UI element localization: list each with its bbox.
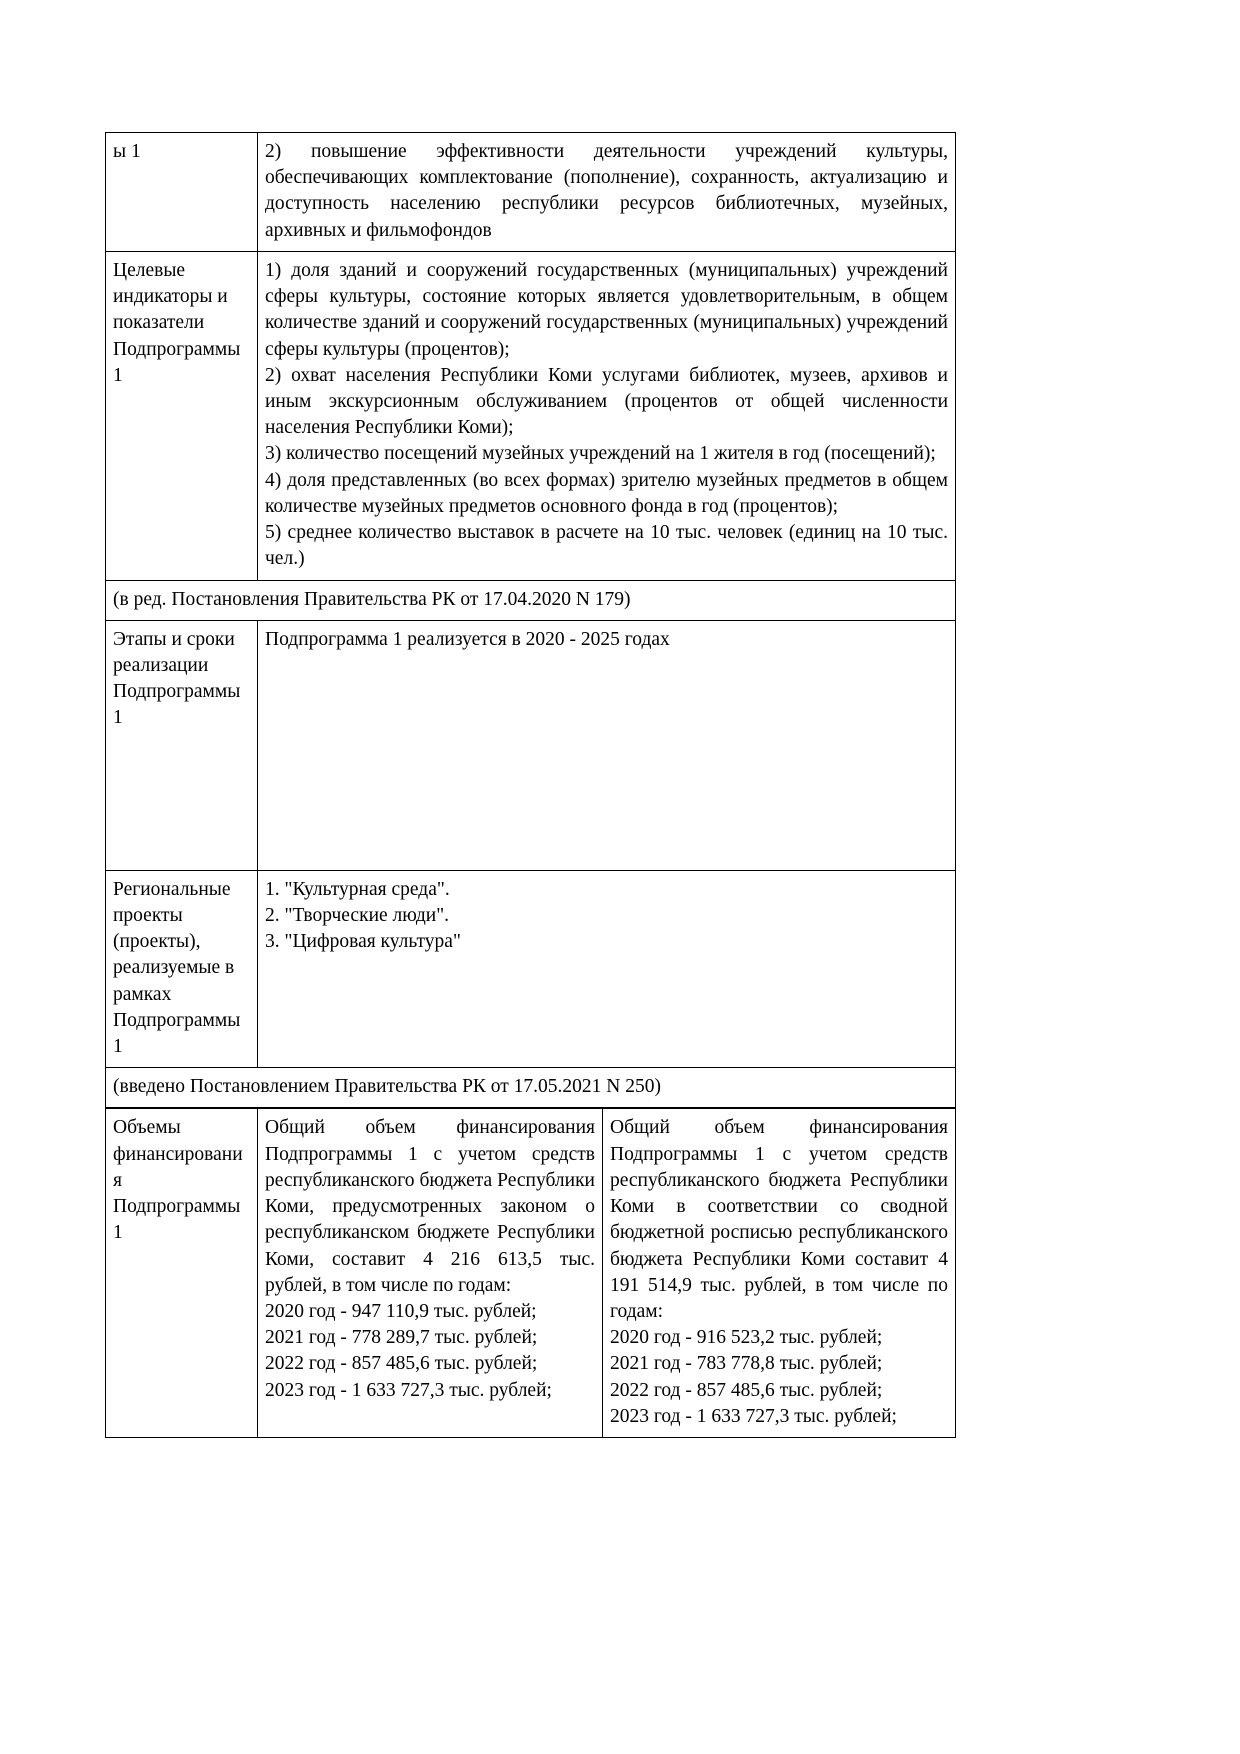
project-item-2: 2. "Творческие люди". bbox=[265, 904, 450, 926]
indicator-item-4: 4) доля представленных (во всех формах) зрителю музейных предметов в общем количестве музейных предметов основного фонда в год (процентов); bbox=[265, 469, 948, 517]
table-row-amendment-note-1 bbox=[106, 580, 956, 620]
financing-right-year-2021: 2021 год - 783 778,8 тыс. рублей; bbox=[610, 1353, 883, 1375]
row-body-projects bbox=[258, 870, 956, 1068]
indicator-item-5: 5) среднее количество выставок в расчете на 10 тыс. человек (единиц на 10 тыс. чел.) bbox=[265, 522, 948, 570]
row-label-financing: Объемы финансирования Подпрограммы 1 bbox=[106, 1109, 258, 1438]
program-passport-table bbox=[105, 132, 956, 1108]
table-row-amendment-note-2 bbox=[106, 1068, 956, 1108]
row-label-stages: Этапы и сроки реализации Подпрограммы 1 bbox=[106, 620, 258, 870]
financing-column-law bbox=[258, 1109, 603, 1438]
indicator-item-3: 3) количество посещений музейных учреждений на 1 жителя в год (посещений); bbox=[265, 443, 936, 465]
row-label-goals-continued: ы 1 bbox=[106, 133, 258, 252]
row-label-projects: Региональные проекты (проекты), реализуемые в рамках Подпрограммы 1 bbox=[106, 870, 258, 1068]
amendment-note-2: (введено Постановлением Правительства РК от 17.05.2021 N 250) bbox=[106, 1068, 956, 1108]
project-item-1: 1. "Культурная среда". bbox=[265, 878, 450, 900]
financing-right-year-2023: 2023 год - 1 633 727,3 тыс. рублей; bbox=[610, 1405, 897, 1427]
row-body-stages: Подпрограмма 1 реализуется в 2020 - 2025 годах bbox=[258, 620, 956, 870]
table-row-indicators bbox=[106, 251, 956, 580]
financing-column-rospis bbox=[603, 1109, 956, 1438]
financing-left-intro: Общий объем финансирования Подпрограммы 1 с учетом средств республиканского бюджета Республики Коми, предусмотренных законом о республиканском бюджете Республики Коми, составит 4 216 613,5 тыс. рублей, в том числе по годам: bbox=[265, 1117, 595, 1296]
table-row-financing bbox=[106, 1109, 956, 1438]
row-body-goals-continued: 2) повышение эффективности деятельности учреждений культуры, обеспечивающих комплектование (пополнение), сохранность, актуализацию и доступность населению республики ресурсов библиотечных, музейных, архивных и фильмофондов bbox=[258, 133, 956, 252]
financing-left-year-2023: 2023 год - 1 633 727,3 тыс. рублей; bbox=[265, 1379, 552, 1401]
financing-right-intro: Общий объем финансирования Подпрограммы 1 с учетом средств республиканского бюджета Республики Коми в соответствии со сводной бюджетной росписью республиканского бюджета Республики Коми составит 4 191 514,9 тыс. рублей, в том числе по годам: bbox=[610, 1117, 948, 1322]
financing-left-year-2020: 2020 год - 947 110,9 тыс. рублей; bbox=[265, 1301, 537, 1322]
indicator-item-1: 1) доля зданий и сооружений государственных (муниципальных) учреждений сферы культуры, состояние которых является удовлетворительным, в общем количестве зданий и сооружений государственных (муниципальных) учреждений сферы культуры (процентов); bbox=[265, 259, 948, 360]
table-row-goals-continued bbox=[106, 133, 956, 252]
financing-right-year-2022: 2022 год - 857 485,6 тыс. рублей; bbox=[610, 1379, 883, 1401]
table-row-stages bbox=[106, 620, 956, 870]
financing-left-year-2021: 2021 год - 778 289,7 тыс. рублей; bbox=[265, 1327, 538, 1349]
financing-left-year-2022: 2022 год - 857 485,6 тыс. рублей; bbox=[265, 1353, 538, 1375]
project-item-3: 3. "Цифровая культура" bbox=[265, 931, 461, 953]
indicator-item-2: 2) охват населения Республики Коми услугами библиотек, музеев, архивов и иным экскурсионным обслуживанием (процентов от общей численности населения Республики Коми); bbox=[265, 364, 948, 439]
financing-right-year-2020: 2020 год - 916 523,2 тыс. рублей; bbox=[610, 1327, 883, 1349]
amendment-note-1: (в ред. Постановления Правительства РК от 17.04.2020 N 179) bbox=[106, 580, 956, 620]
financing-table bbox=[105, 1108, 956, 1438]
table-row-projects bbox=[106, 870, 956, 1068]
row-label-indicators: Целевые индикаторы и показатели Подпрограммы 1 bbox=[106, 251, 258, 580]
row-body-indicators bbox=[258, 251, 956, 580]
